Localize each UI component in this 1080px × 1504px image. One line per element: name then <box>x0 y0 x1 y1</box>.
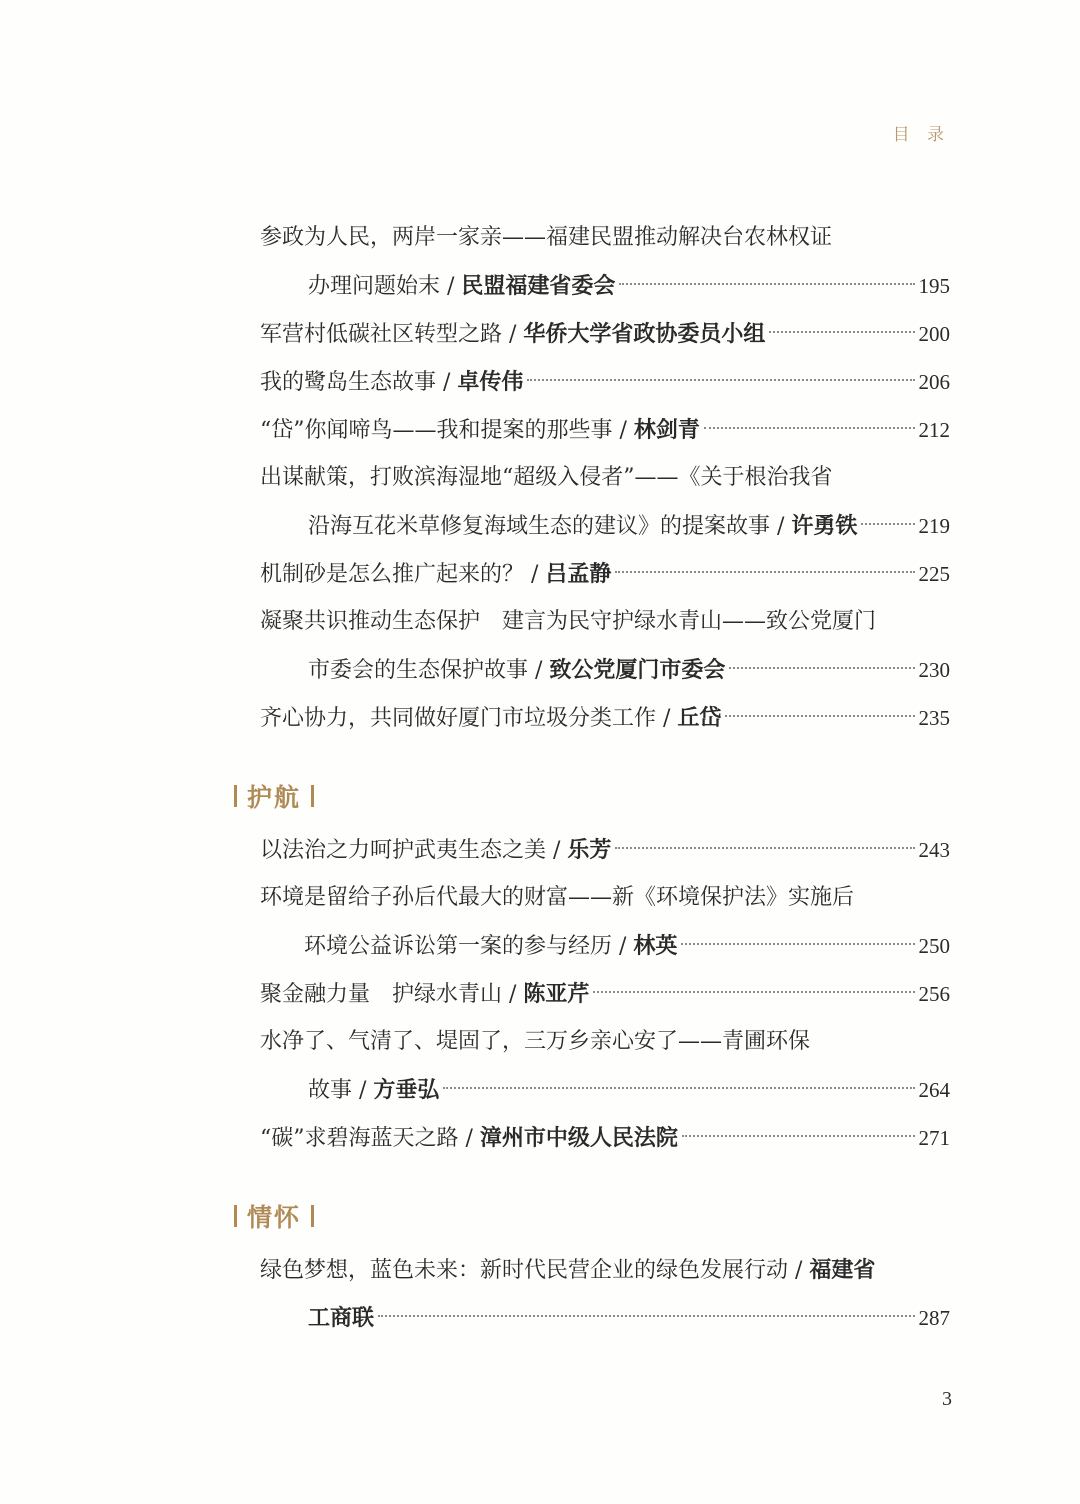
entry-page: 256 <box>918 982 950 1006</box>
toc-entry[interactable] <box>260 462 950 494</box>
entry-title: 出谋献策，打败滨海湿地“超级入侵者”——《关于根治我省 <box>260 465 833 490</box>
section-heading-qinghuai <box>224 1196 324 1236</box>
entry-separator: / <box>458 1126 480 1151</box>
leader-dots <box>725 715 914 717</box>
entry-separator: / <box>352 1078 374 1103</box>
leader-dots <box>619 283 914 285</box>
entry-page: 219 <box>918 514 950 538</box>
page-number: 3 <box>942 1388 952 1410</box>
entry-title: 故事 <box>308 1078 353 1103</box>
entry-separator: / <box>770 514 792 539</box>
toc-entry[interactable] <box>260 978 950 1010</box>
leader-dots <box>861 523 914 525</box>
section-bar <box>311 785 314 807</box>
toc-entry[interactable] <box>260 882 950 914</box>
entry-title: 聚金融力量 护绿水青山 <box>260 982 503 1007</box>
entry-separator: / <box>656 706 678 731</box>
toc-entry[interactable] <box>260 1026 950 1058</box>
toc-entry[interactable] <box>304 930 950 962</box>
entry-title: 市委会的生态保护故事 <box>308 658 529 683</box>
entry-title: 我的鹭岛生态故事 <box>260 370 437 395</box>
entry-author: 漳州市中级人民法院 <box>479 1125 678 1151</box>
entry-page: 195 <box>918 274 950 298</box>
entry-title: 参政为人民，两岸一家亲——福建民盟推动解决台农林权证 <box>260 225 833 250</box>
entry-page: 206 <box>918 370 950 394</box>
section-heading-huhang <box>224 776 324 816</box>
toc-entry[interactable] <box>308 510 950 542</box>
leader-dots <box>704 427 915 429</box>
entry-page: 250 <box>918 934 950 958</box>
section-label: 情怀 <box>247 1203 302 1232</box>
leader-dots <box>527 379 914 381</box>
leader-dots <box>615 571 914 573</box>
entry-title: 绿色梦想，蓝色未来：新时代民营企业的绿色发展行动 <box>260 1258 789 1283</box>
entry-title: 水净了、气清了、堤固了，三万乡亲心安了——青圃环保 <box>260 1029 811 1054</box>
running-head: 目 录 <box>892 125 950 145</box>
entry-separator: / <box>546 838 568 863</box>
entry-author: 乐芳 <box>567 837 612 863</box>
entry-title: 军营村低碳社区转型之路 <box>260 322 503 347</box>
section-label: 护航 <box>247 783 302 812</box>
entry-author: 致公党厦门市委会 <box>549 657 726 683</box>
entry-separator: / <box>502 982 524 1007</box>
entry-title: 工商联 <box>308 1305 375 1331</box>
entry-title: 机制砂是怎么推广起来的？ <box>260 562 525 587</box>
toc-entry[interactable] <box>260 366 950 398</box>
entry-author: 许勇铁 <box>791 513 858 539</box>
entry-page: 287 <box>918 1306 950 1330</box>
entry-author: 林剑青 <box>633 417 700 443</box>
entry-title: 环境是留给子孙后代最大的财富——新《环境保护法》实施后 <box>260 885 855 910</box>
entry-author: 丘岱 <box>677 705 722 731</box>
entry-separator: / <box>788 1258 810 1283</box>
toc-entry[interactable] <box>308 654 950 686</box>
entry-title: 齐心协力，共同做好厦门市垃圾分类工作 <box>260 706 657 731</box>
entry-title: 沿海互花米草修复海域生态的建议》的提案故事 <box>308 514 771 539</box>
section-bar <box>311 1205 314 1227</box>
toc-entry[interactable] <box>260 702 950 734</box>
entry-page: 200 <box>918 322 950 346</box>
entry-separator: / <box>440 274 462 299</box>
toc-entry[interactable] <box>260 558 950 590</box>
toc-entry[interactable] <box>260 414 950 446</box>
entry-title: “岱”你闻啼鸟——我和提案的那些事 <box>260 418 613 443</box>
toc-entry[interactable] <box>308 1302 950 1334</box>
entry-separator: / <box>524 562 546 587</box>
entry-title: “碳”求碧海蓝天之路 <box>260 1126 459 1151</box>
entry-page: 264 <box>918 1078 950 1102</box>
entry-author: 华侨大学省政协委员小组 <box>523 321 766 347</box>
toc-entry[interactable] <box>260 222 950 254</box>
entry-author: 卓传伟 <box>457 369 524 395</box>
entry-page: 271 <box>918 1126 950 1150</box>
entry-page: 225 <box>918 562 950 586</box>
entry-page: 243 <box>918 838 950 862</box>
entry-page: 212 <box>918 418 950 442</box>
entry-separator: / <box>502 322 524 347</box>
entry-separator: / <box>436 370 458 395</box>
section-bar <box>234 1205 237 1227</box>
entry-author: 福建省 <box>809 1257 876 1283</box>
entry-separator: / <box>612 934 634 959</box>
entry-title: 办理问题始末 <box>308 274 441 299</box>
entry-author: 民盟福建省委会 <box>461 273 616 299</box>
leader-dots <box>443 1087 914 1089</box>
entry-page: 230 <box>918 658 950 682</box>
toc-entry[interactable] <box>308 1074 950 1106</box>
entry-author: 林英 <box>633 933 678 959</box>
entry-author: 吕孟静 <box>545 561 612 587</box>
leader-dots <box>615 847 914 849</box>
toc-entry[interactable] <box>260 834 950 866</box>
entry-title: 凝聚共识推动生态保护 建言为民守护绿水青山——致公党厦门 <box>260 609 877 634</box>
leader-dots <box>378 1315 914 1317</box>
leader-dots <box>682 1135 915 1137</box>
toc-entry[interactable] <box>260 606 950 638</box>
entry-separator: / <box>528 658 550 683</box>
toc-entry[interactable] <box>260 1122 950 1154</box>
toc-entry[interactable] <box>308 270 950 302</box>
entry-page: 235 <box>918 706 950 730</box>
leader-dots <box>729 667 914 669</box>
leader-dots <box>769 331 914 333</box>
leader-dots <box>593 991 914 993</box>
entry-author: 陈亚芹 <box>523 981 590 1007</box>
toc-entry[interactable] <box>260 318 950 350</box>
entry-title: 环境公益诉讼第一案的参与经历 <box>304 934 613 959</box>
entry-title: 以法治之力呵护武夷生态之美 <box>260 838 547 863</box>
entry-separator: / <box>612 418 634 443</box>
toc-entry[interactable] <box>260 1254 950 1286</box>
leader-dots <box>681 943 914 945</box>
entry-author: 方垂弘 <box>373 1077 440 1103</box>
section-bar <box>234 785 237 807</box>
